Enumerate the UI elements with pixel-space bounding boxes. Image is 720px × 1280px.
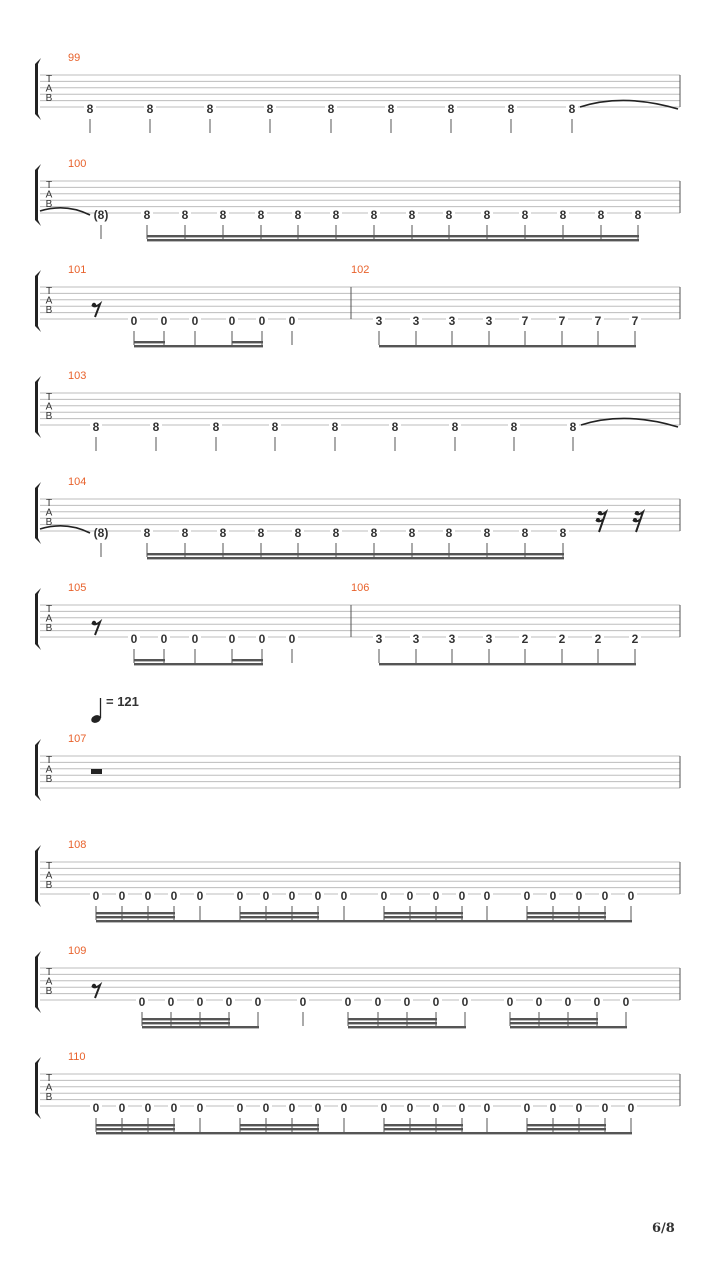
fret-number: 0: [228, 314, 236, 328]
system-bracket: [35, 588, 41, 650]
sixteenth-rest-dot: [633, 518, 637, 522]
tie-arc: [40, 526, 90, 533]
measure-number: 104: [68, 476, 87, 488]
tab-clef: [46, 1073, 53, 1103]
staff-system: [40, 861, 680, 894]
fret-number: 0: [458, 889, 466, 903]
fret-number: 8: [332, 526, 340, 540]
system-bracket: [35, 482, 41, 544]
tab-clef-letter: A: [45, 83, 53, 95]
tab-clef-letter: T: [45, 392, 53, 403]
fret-number: 0: [144, 1101, 152, 1115]
beam-m0: [348, 1026, 466, 1028]
fret-number: 8: [294, 208, 302, 222]
fret-number: 0: [627, 889, 635, 903]
staff-system: [40, 392, 680, 425]
tab-clef-letter: T: [45, 74, 53, 85]
staff-system: [40, 498, 680, 531]
fret-number: 0: [461, 995, 469, 1009]
fret-number: 0: [118, 1101, 126, 1115]
beam-m0: [142, 1022, 230, 1024]
eighth-rest-dot: [92, 621, 96, 625]
measure-number: 102: [351, 264, 370, 276]
fret-number: 0: [340, 889, 348, 903]
fret-number: 8: [370, 208, 378, 222]
fret-number: 8: [445, 526, 453, 540]
fret-number: 8: [634, 208, 642, 222]
fret-number: 0: [262, 889, 270, 903]
fret-number: 3: [375, 632, 383, 646]
fret-number: 0: [575, 889, 583, 903]
tab-clef-letter: T: [45, 967, 53, 978]
measure-number: 107: [68, 733, 87, 745]
measure-number: 110: [68, 1051, 86, 1063]
tab-clef: [46, 967, 53, 997]
fret-number: 8: [143, 526, 151, 540]
tab-clef: [46, 604, 53, 634]
fret-number: 8: [327, 102, 335, 116]
tab-clef: [46, 861, 53, 891]
tab-clef: [46, 180, 53, 210]
beam-m0: [527, 912, 606, 914]
fret-number: 3: [412, 632, 420, 646]
beam-m0: [510, 1026, 627, 1028]
staff-system: [40, 755, 680, 788]
beam-m0: [510, 1018, 598, 1020]
eighth-rest-dot: [92, 303, 96, 307]
fret-number: 0: [483, 1101, 491, 1115]
beam-m0: [384, 912, 463, 914]
tab-clef-letter: A: [45, 295, 53, 307]
beam-m0: [147, 239, 639, 241]
beam-m0: [348, 1018, 437, 1020]
fret-number: 8: [294, 526, 302, 540]
tab-clef: [46, 286, 53, 316]
beam-m0: [96, 1128, 175, 1130]
fret-number: 0: [254, 995, 262, 1009]
fret-number: 0: [432, 1101, 440, 1115]
fret-number: (8): [93, 208, 109, 222]
beam-m0: [232, 659, 263, 661]
fret-number: 0: [258, 632, 266, 646]
fret-number: 0: [601, 889, 609, 903]
system-bracket: [35, 164, 41, 226]
fret-number: 8: [521, 526, 529, 540]
beam-m0: [348, 1022, 437, 1024]
fret-number: 0: [458, 1101, 466, 1115]
fret-number: 8: [483, 526, 491, 540]
fret-number: 8: [257, 208, 265, 222]
fret-number: 0: [432, 889, 440, 903]
fret-number: 0: [130, 632, 138, 646]
beam-m0: [232, 341, 263, 343]
beam-m0: [510, 1022, 598, 1024]
staff-system: [40, 74, 680, 107]
tab-clef-letter: B: [45, 986, 53, 997]
beam-m0: [384, 916, 463, 918]
beam-m0: [142, 1018, 230, 1020]
fret-number: 8: [271, 420, 279, 434]
fret-number: 0: [535, 995, 543, 1009]
fret-number: 0: [160, 314, 168, 328]
fret-number: 0: [138, 995, 146, 1009]
fret-number: 2: [594, 632, 602, 646]
fret-number: 0: [549, 889, 557, 903]
fret-number: 8: [143, 208, 151, 222]
tab-clef: [46, 74, 53, 104]
tab-clef: [46, 392, 53, 422]
fret-number: 0: [196, 1101, 204, 1115]
beam-m0: [527, 1128, 606, 1130]
staff-system: [40, 967, 680, 1000]
page-number: 6/8: [652, 1221, 675, 1236]
tab-clef-letter: B: [45, 517, 53, 528]
tab-clef-letter: T: [45, 604, 53, 615]
beam-m0: [134, 345, 263, 347]
beam-m0: [240, 916, 319, 918]
tab-clef-letter: A: [45, 189, 53, 201]
fret-number: 8: [257, 526, 265, 540]
staff-system: [40, 180, 680, 213]
fret-number: 0: [403, 995, 411, 1009]
fret-number: 0: [160, 632, 168, 646]
fret-number: 0: [92, 1101, 100, 1115]
fret-number: 2: [558, 632, 566, 646]
tab-clef-letter: A: [45, 976, 53, 988]
sixteenth-rest: [596, 512, 606, 532]
tab-clef-letter: T: [45, 861, 53, 872]
fret-number: 0: [167, 995, 175, 1009]
fret-number: 0: [340, 1101, 348, 1115]
tie-arc: [580, 100, 678, 109]
tab-clef-letter: B: [45, 305, 53, 316]
fret-number: 0: [130, 314, 138, 328]
measure-number: 108: [68, 839, 87, 851]
beam-m0: [527, 1124, 606, 1126]
fret-number: 0: [170, 1101, 178, 1115]
fret-number: 8: [559, 208, 567, 222]
tab-clef-letter: B: [45, 623, 53, 634]
whole-rest: [91, 769, 102, 774]
fret-number: 0: [432, 995, 440, 1009]
fret-number: 8: [521, 208, 529, 222]
fret-number: 8: [331, 420, 339, 434]
tab-clef-letter: T: [45, 755, 53, 766]
fret-number: 7: [521, 314, 529, 328]
sixteenth-rest: [633, 512, 643, 532]
tab-clef: [46, 755, 53, 785]
fret-number: 0: [236, 1101, 244, 1115]
tab-clef-letter: A: [45, 764, 53, 776]
system-bracket: [35, 376, 41, 438]
beam-m0: [96, 916, 175, 918]
tab-clef-letter: B: [45, 880, 53, 891]
tie-arc: [581, 418, 678, 427]
fret-number: 3: [485, 314, 493, 328]
tab-clef-letter: T: [45, 180, 53, 191]
fret-number: 0: [523, 889, 531, 903]
beam-m0: [240, 912, 319, 914]
beam-m0: [96, 920, 632, 922]
fret-number: 3: [375, 314, 383, 328]
fret-number: 0: [288, 632, 296, 646]
measure-number: 99: [68, 52, 81, 64]
fret-number: 8: [451, 420, 459, 434]
beam-m0: [96, 912, 175, 914]
fret-number: 0: [314, 889, 322, 903]
measure-number: 103: [68, 370, 87, 382]
fret-number: 8: [181, 526, 189, 540]
sixteenth-rest-dot: [635, 511, 639, 515]
fret-number: 8: [408, 208, 416, 222]
measure-number: 100: [68, 158, 87, 170]
tab-clef-letter: B: [45, 774, 53, 785]
beam-m0: [384, 1124, 463, 1126]
fret-number: 0: [314, 1101, 322, 1115]
beam-m0: [240, 1124, 319, 1126]
fret-number: (8): [93, 526, 109, 540]
beam-m0: [527, 916, 606, 918]
tempo-marking: = 121: [106, 694, 139, 709]
fret-number: 3: [448, 632, 456, 646]
tie-arc: [40, 208, 90, 215]
sixteenth-rest-dot: [596, 518, 600, 522]
fret-number: 0: [627, 1101, 635, 1115]
beam-m0: [96, 1132, 632, 1134]
fret-number: 0: [236, 889, 244, 903]
fret-number: 0: [622, 995, 630, 1009]
fret-number: 8: [568, 102, 576, 116]
fret-number: 0: [144, 889, 152, 903]
fret-number: 3: [412, 314, 420, 328]
fret-number: 3: [448, 314, 456, 328]
fret-number: 8: [370, 526, 378, 540]
tab-clef-letter: B: [45, 93, 53, 104]
beam-m0: [142, 1026, 259, 1028]
tab-clef-letter: B: [45, 411, 53, 422]
beam-m0: [134, 663, 263, 665]
system-bracket: [35, 270, 41, 332]
fret-number: 0: [288, 1101, 296, 1115]
fret-number: 0: [374, 995, 382, 1009]
fret-number: 8: [206, 102, 214, 116]
beam-m1: [379, 663, 636, 665]
fret-number: 0: [380, 1101, 388, 1115]
system-bracket: [35, 1057, 41, 1119]
system-bracket: [35, 845, 41, 907]
fret-number: 0: [564, 995, 572, 1009]
system-bracket: [35, 58, 41, 120]
fret-number: 0: [228, 632, 236, 646]
fret-number: 0: [483, 889, 491, 903]
tab-clef-letter: T: [45, 286, 53, 297]
fret-number: 8: [266, 102, 274, 116]
fret-number: 0: [92, 889, 100, 903]
fret-number: 8: [92, 420, 100, 434]
fret-number: 0: [549, 1101, 557, 1115]
fret-number: 0: [191, 314, 199, 328]
staff-system: [40, 1073, 680, 1106]
fret-number: 8: [219, 208, 227, 222]
measure-number: 106: [351, 582, 370, 594]
fret-number: 0: [601, 1101, 609, 1115]
measure-number: 109: [68, 945, 87, 957]
fret-number: 8: [212, 420, 220, 434]
fret-number: 0: [344, 995, 352, 1009]
fret-number: 0: [523, 1101, 531, 1115]
tab-clef-letter: B: [45, 1092, 53, 1103]
fret-number: 8: [146, 102, 154, 116]
beam-m0: [240, 1128, 319, 1130]
fret-number: 0: [406, 1101, 414, 1115]
fret-number: 8: [569, 420, 577, 434]
fret-number: 0: [593, 995, 601, 1009]
fret-number: 7: [631, 314, 639, 328]
fret-number: 0: [196, 889, 204, 903]
fret-number: 0: [288, 889, 296, 903]
fret-number: 8: [510, 420, 518, 434]
fret-number: 0: [170, 889, 178, 903]
fret-number: 0: [380, 889, 388, 903]
beam-m0: [134, 341, 165, 343]
tab-clef-letter: A: [45, 507, 53, 519]
fret-number: 8: [391, 420, 399, 434]
fret-number: 0: [258, 314, 266, 328]
fret-number: 8: [483, 208, 491, 222]
fret-number: 0: [118, 889, 126, 903]
fret-number: 0: [196, 995, 204, 1009]
sixteenth-rest-dot: [598, 511, 602, 515]
fret-number: 2: [631, 632, 639, 646]
fret-number: 8: [387, 102, 395, 116]
beam-m0: [134, 659, 165, 661]
fret-number: 0: [288, 314, 296, 328]
fret-number: 8: [597, 208, 605, 222]
beam-m0: [96, 1124, 175, 1126]
system-bracket: [35, 951, 41, 1013]
fret-number: 0: [191, 632, 199, 646]
fret-number: 8: [181, 208, 189, 222]
beam-m0: [147, 557, 564, 559]
eighth-rest-dot: [92, 984, 96, 988]
tab-clef-letter: A: [45, 613, 53, 625]
fret-number: 8: [152, 420, 160, 434]
tab-clef-letter: T: [45, 498, 53, 509]
fret-number: 0: [299, 995, 307, 1009]
fret-number: 8: [219, 526, 227, 540]
fret-number: 8: [332, 208, 340, 222]
beam-m1: [379, 345, 636, 347]
tab-clef-letter: A: [45, 870, 53, 882]
fret-number: 3: [485, 632, 493, 646]
tab-clef: [46, 498, 53, 528]
fret-number: 0: [262, 1101, 270, 1115]
fret-number: 2: [521, 632, 529, 646]
fret-number: 7: [558, 314, 566, 328]
fret-number: 0: [575, 1101, 583, 1115]
measure-number: 105: [68, 582, 87, 594]
fret-number: 8: [445, 208, 453, 222]
tab-clef-letter: A: [45, 1082, 53, 1094]
system-bracket: [35, 739, 41, 801]
fret-number: 0: [406, 889, 414, 903]
fret-number: 8: [507, 102, 515, 116]
tab-clef-letter: A: [45, 401, 53, 413]
beam-m0: [147, 235, 639, 237]
fret-number: 8: [408, 526, 416, 540]
measure-number: 101: [68, 264, 87, 276]
beam-m0: [384, 1128, 463, 1130]
fret-number: 7: [594, 314, 602, 328]
fret-number: 0: [506, 995, 514, 1009]
fret-number: 8: [86, 102, 94, 116]
tab-clef-letter: T: [45, 1073, 53, 1084]
fret-number: 8: [447, 102, 455, 116]
beam-m0: [147, 553, 564, 555]
tab-clef-letter: B: [45, 199, 53, 210]
fret-number: 0: [225, 995, 233, 1009]
fret-number: 8: [559, 526, 567, 540]
